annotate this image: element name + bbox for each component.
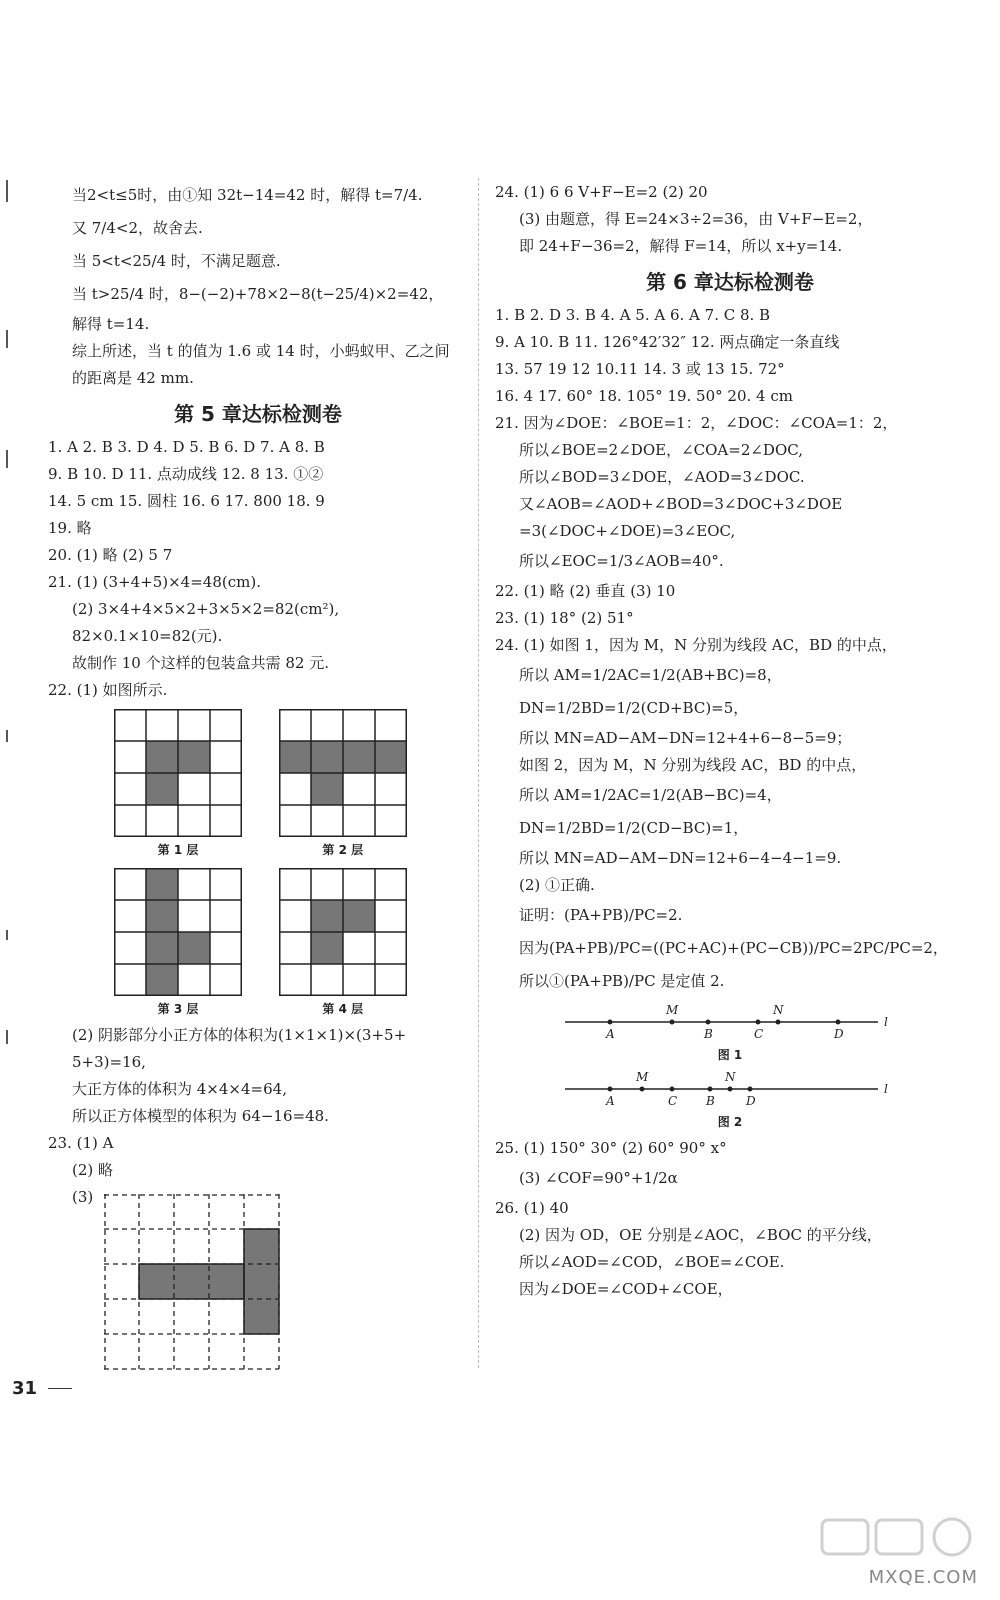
answer-line: (3) ∠COF=90°+1/2α — [519, 1169, 678, 1187]
page-number-dash — [48, 1388, 72, 1389]
layer-grid-1 — [114, 709, 242, 858]
answer-line: (3) 由题意，得 E=24×3÷2=36，由 V+F−E=2， — [519, 210, 873, 228]
line-label-l: l — [884, 1015, 888, 1029]
answer-line: 如图 2，因为 M，N 分别为线段 AC，BD 的中点， — [519, 756, 867, 774]
number-line-2 — [560, 1069, 900, 1109]
answer-line: 22. (1) 如图所示. — [48, 681, 168, 699]
answer-line: 19. 略 — [48, 519, 92, 537]
answer-line: 所以①(PA+PB)/PC 是定值 2. — [519, 972, 725, 990]
point-label-b: B — [706, 1094, 715, 1108]
answer-line: 所以 MN=AD−AM−DN=12+4+6−8−5=9； — [519, 729, 852, 747]
text-line: 的距离是 42 mm. — [72, 369, 194, 387]
section-heading-chapter-6: 第 6 章达标检测卷 — [646, 270, 814, 294]
line-label-l: l — [884, 1082, 888, 1096]
answer-line: 9. B 10. D 11. 点动成线 12. 8 13. ①② — [48, 465, 324, 483]
point-label-b: B — [704, 1027, 713, 1041]
point-label-a: A — [606, 1027, 615, 1041]
point-label-a: A — [606, 1094, 615, 1108]
answer-line: 23. (1) 18° (2) 51° — [495, 609, 634, 627]
answer-line: 大正方体的体积为 4×4×4=64, — [72, 1080, 287, 1098]
answer-line: (2) 略 — [72, 1161, 114, 1179]
page-number: 31 — [12, 1378, 38, 1399]
answer-line: 13. 57 19 12 10.11 14. 3 或 13 15. 72° — [495, 360, 785, 378]
point-label-n: N — [725, 1070, 736, 1084]
answer-line: 即 24+F−36=2，解得 F=14，所以 x+y=14. — [519, 237, 843, 255]
answer-line: 24. (1) 如图 1，因为 M，N 分别为线段 AC，BD 的中点， — [495, 636, 897, 654]
answer-line: 证明：(PA+PB)/PC=2. — [519, 906, 683, 924]
column-divider — [478, 178, 479, 1368]
layer-grid-2 — [279, 709, 407, 858]
figure-2 — [495, 1069, 965, 1130]
answer-line: 82×0.1×10=82(元). — [72, 627, 223, 645]
figure-caption: 图 1 — [717, 1048, 743, 1062]
cube-net-grid — [104, 1194, 280, 1370]
answer-line: 21. 因为∠DOE：∠BOE=1：2，∠DOC：∠COA=1：2， — [495, 414, 898, 432]
answer-line: 14. 5 cm 15. 圆柱 16. 6 17. 800 18. 9 — [48, 492, 325, 510]
answer-line: 24. (1) 6 6 V+F−E=2 (2) 20 — [495, 183, 708, 201]
answer-line: 1. A 2. B 3. D 4. D 5. B 6. D 7. A 8. B — [48, 438, 325, 456]
answer-line: DN=1/2BD=1/2(CD−BC)=1， — [519, 819, 749, 837]
point-label-d: D — [746, 1094, 756, 1108]
answer-line: 20. (1) 略 (2) 5 7 — [48, 546, 173, 564]
answer-line: 因为∠DOE=∠COD+∠COE， — [519, 1280, 733, 1298]
section-heading-chapter-5: 第 5 章达标检测卷 — [174, 402, 342, 426]
layer-grids-row-2 — [48, 864, 468, 1023]
point-label-m: M — [636, 1070, 649, 1084]
answer-line: (2) 因为 OD，OE 分别是∠AOC，∠BOC 的平分线， — [519, 1226, 882, 1244]
answer-line: 所以∠EOC=1/3∠AOB=40°. — [519, 552, 724, 570]
answer-line: 所以∠BOD=3∠DOE，∠AOD=3∠DOC. — [519, 468, 805, 486]
answer-line: 26. (1) 40 — [495, 1199, 569, 1217]
layer-grid-4 — [279, 868, 407, 1017]
answer-line: 16. 4 17. 60° 18. 105° 19. 50° 20. 4 cm — [495, 387, 793, 405]
layer-grids-row-1 — [48, 705, 468, 864]
answer-line: 因为(PA+PB)/PC=((PC+AC)+(PC−CB))/PC=2PC/PC=2， — [519, 939, 948, 957]
text-line: 当 5<t<25/4 时，不满足题意. — [72, 252, 281, 270]
answer-line: 22. (1) 略 (2) 垂直 (3) 10 — [495, 582, 676, 600]
point-label-n: N — [773, 1003, 784, 1017]
text-line: 当2<t≤5时，由①知 32t−14=42 时，解得 t=7/4. — [72, 186, 423, 204]
binding-edge-marks — [6, 170, 18, 1370]
answer-line: (2) 3×4+4×5×2+3×5×2=82(cm²), — [72, 600, 340, 618]
answer-line: 所以 MN=AD−AM−DN=12+6−4−4−1=9. — [519, 849, 842, 867]
figure-caption: 图 2 — [717, 1115, 743, 1129]
point-label-c: C — [668, 1094, 678, 1108]
net-figure — [48, 1194, 468, 1374]
layer-grid-3 — [114, 868, 242, 1017]
answer-line: 5+3)=16, — [72, 1053, 146, 1071]
point-label-m: M — [666, 1003, 679, 1017]
point-label-c: C — [754, 1027, 764, 1041]
answer-line: 1. B 2. D 3. B 4. A 5. A 6. A 7. C 8. B — [495, 306, 771, 324]
answer-line: 25. (1) 150° 30° (2) 60° 90° x° — [495, 1139, 727, 1157]
text-line: 又 7/4<2，故舍去. — [72, 219, 203, 237]
answer-line: 所以∠AOD=∠COD，∠BOE=∠COE. — [519, 1253, 785, 1271]
answer-line: 所以 AM=1/2AC=1/2(AB−BC)=4， — [519, 786, 782, 804]
text-line: 综上所述，当 t 的值为 1.6 或 14 时，小蚂蚁甲、乙之间 — [72, 342, 450, 360]
layer-caption: 第 1 层 — [157, 843, 199, 857]
answer-line: (3) — [72, 1188, 94, 1206]
answer-line: 21. (1) (3+4+5)×4=48(cm). — [48, 573, 261, 591]
answer-line: 9. A 10. B 11. 126°42′32″ 12. 两点确定一条直线 — [495, 333, 840, 351]
answer-line: =3(∠DOC+∠DOE)=3∠EOC, — [519, 522, 736, 540]
layer-caption: 第 2 层 — [322, 843, 364, 857]
layer-caption: 第 3 层 — [157, 1002, 199, 1016]
answer-line: 又∠AOB=∠AOD+∠BOD=3∠DOC+3∠DOE — [519, 495, 843, 513]
layer-caption: 第 4 层 — [322, 1002, 364, 1016]
answer-line: 23. (1) A — [48, 1134, 114, 1152]
watermark-text: MXQE.COM — [868, 1567, 978, 1588]
answer-line: (2) ①正确. — [519, 876, 595, 894]
text-line: 解得 t=14. — [72, 315, 150, 333]
answer-line: 所以∠BOE=2∠DOE，∠COA=2∠DOC, — [519, 441, 803, 459]
figure-1 — [495, 1002, 965, 1063]
answer-line: (2) 阴影部分小正方体的体积为(1×1×1)×(3+5+ — [72, 1026, 407, 1044]
right-column — [495, 180, 965, 1304]
left-column — [48, 180, 468, 1374]
number-line-1 — [560, 1002, 900, 1042]
text-line: 当 t>25/4 时，8−(−2)+78×2−8(t−25/4)×2=42， — [72, 285, 444, 303]
answer-line: 所以正方体模型的体积为 64−16=48. — [72, 1107, 329, 1125]
point-label-d: D — [834, 1027, 844, 1041]
answer-line: DN=1/2BD=1/2(CD+BC)=5， — [519, 699, 749, 717]
answer-line: 所以 AM=1/2AC=1/2(AB+BC)=8， — [519, 666, 782, 684]
answer-line: 故制作 10 个这样的包装盒共需 82 元. — [72, 654, 330, 672]
